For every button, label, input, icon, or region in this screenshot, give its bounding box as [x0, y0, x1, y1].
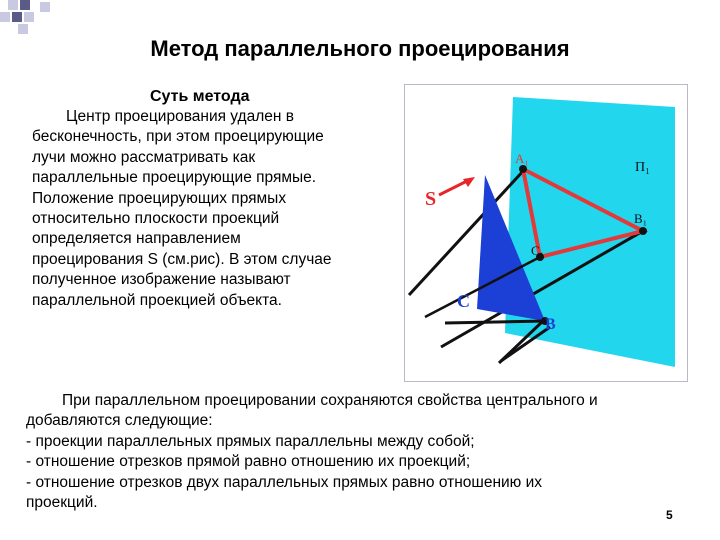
text-line: - отношение отрезков двух параллельных прямых равно отношению их	[26, 473, 543, 491]
vertex-a1	[519, 165, 527, 173]
text-line: проецирования S (см.рис). В этом случае	[32, 250, 332, 268]
text-line: параллельные проецирующие прямые.	[32, 169, 317, 187]
text-line: - проекции параллельных прямых параллельны между собой;	[26, 432, 475, 450]
slide-subtitle: Суть метода	[150, 88, 250, 105]
deco-square	[24, 12, 34, 22]
label-b: B	[545, 316, 556, 333]
deco-square	[18, 24, 28, 34]
deco-square	[40, 2, 50, 12]
text-line: относительно плоскости проекций	[32, 210, 280, 228]
text-line: добавляются следующие:	[26, 412, 213, 430]
label-pi1: П₁	[635, 160, 650, 175]
projecting-line	[445, 321, 545, 323]
corner-decoration	[0, 0, 60, 40]
label-c: C	[457, 291, 470, 311]
text-line: Положение проецирующих прямых	[32, 189, 287, 207]
text-line: При параллельном проецировании сохраняются свойства центрального и	[62, 392, 598, 409]
text-line: Центр проецирования удален в	[66, 108, 294, 125]
text-line: определяется направлением	[32, 230, 241, 248]
method-description	[32, 107, 392, 311]
text-line: - отношение отрезков прямой равно отношению их проекций;	[26, 453, 471, 471]
text-line: лучи можно рассматривать как	[32, 148, 256, 166]
text-line: полученное изображение называют	[32, 271, 291, 289]
properties-text	[26, 391, 696, 513]
deco-square	[12, 12, 22, 22]
page-number: 5	[666, 508, 673, 522]
projection-diagram	[405, 85, 687, 381]
deco-square	[0, 12, 10, 22]
vertex-b1	[639, 227, 647, 235]
text-line: бесконечность, при этом проецирующие	[32, 128, 324, 146]
label-c1: C₁	[531, 243, 545, 258]
projection-plane	[505, 97, 675, 367]
label-s: S	[425, 188, 437, 210]
label-b1: B₁	[634, 211, 648, 226]
projection-figure	[404, 84, 688, 382]
deco-square	[20, 0, 30, 10]
text-line: проекций.	[26, 494, 98, 512]
text-line: параллельной проекцией объекта.	[32, 291, 282, 309]
slide-title: Метод параллельного проецирования	[150, 36, 570, 61]
deco-square	[8, 0, 18, 10]
label-a1: A₁	[515, 151, 529, 166]
